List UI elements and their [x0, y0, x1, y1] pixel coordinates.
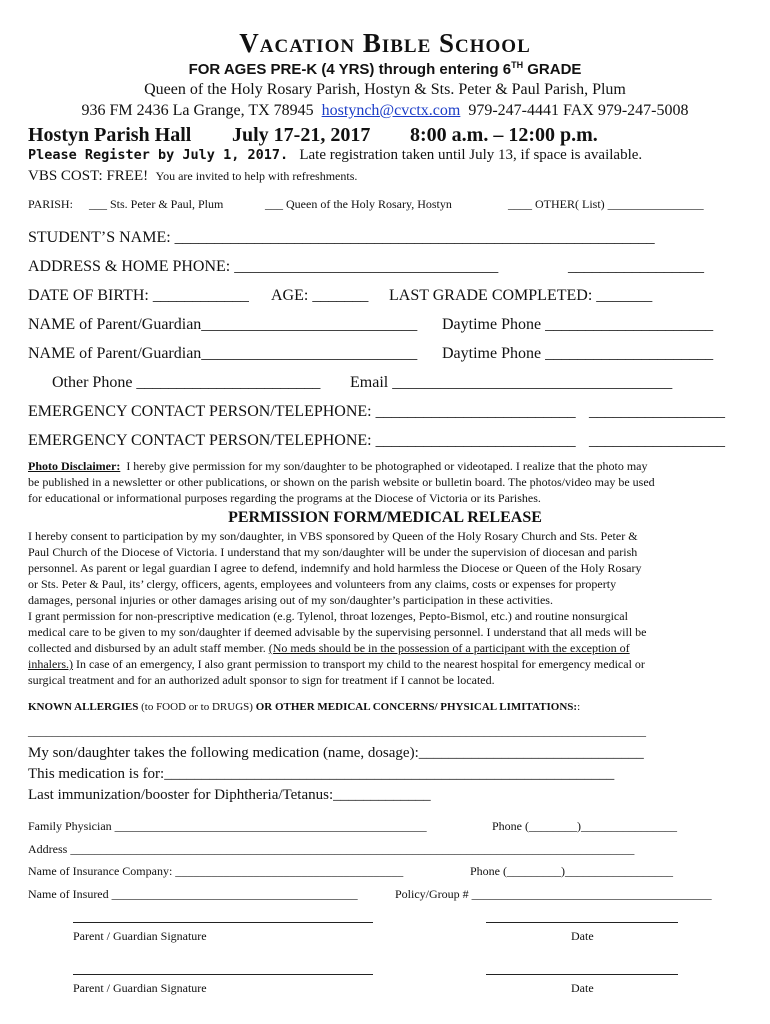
allergies-field[interactable]: _______________________________________________________________________________________________________ — [28, 724, 646, 738]
address-text: 936 FM 2436 La Grange, TX 78945 — [81, 102, 314, 119]
emergency-phone-field-2[interactable]: _________________ — [589, 432, 725, 449]
permission-line: Paul Church of the Diocese of Victoria. I understand that my son/daughter will be under the supervision of diocesan and parish — [28, 545, 638, 559]
insured-name-field[interactable]: Name of Insured _________________________________________ — [28, 887, 358, 901]
physician-address-field[interactable]: Address ______________________________________________________________________________________________ — [28, 842, 635, 856]
emergency-phone-field-1[interactable]: _________________ — [589, 403, 725, 420]
photo-disclaimer-line: be published in a newsletter or other publications, or shown on the parish website or bulletin board. The photos/video may be used — [28, 475, 655, 489]
allergies-label-c: OR OTHER MEDICAL CONCERNS/ PHYSICAL LIMITATIONS: — [255, 701, 578, 713]
subtitle-superscript: TH — [511, 60, 524, 70]
permission-line: I grant permission for non-prescriptive medication (e.g. Tylenol, throat lozenges, Pepto-Bismol, etc.) and routine nonsurgical — [28, 609, 628, 623]
immunization-field[interactable]: Last immunization/booster for Diphtheria/Tetanus:_____________ — [28, 787, 431, 803]
subtitle-text-end: GRADE — [523, 61, 582, 78]
allergies-label-a: KNOWN ALLERGIES — [28, 701, 139, 713]
student-name-field[interactable]: STUDENT’S NAME: ____________________________________________________________ — [28, 229, 655, 246]
daytime-phone-field-2[interactable]: Daytime Phone _____________________ — [442, 345, 714, 362]
signature-line-2[interactable] — [73, 974, 373, 975]
page-title: Vacation Bible School — [239, 28, 531, 58]
event-time: 8:00 a.m. – 12:00 p.m. — [410, 124, 598, 146]
policy-group-field[interactable]: Policy/Group # ________________________________________ — [395, 887, 712, 901]
parish-option-other[interactable]: ____ OTHER( List) ________________ — [508, 197, 704, 211]
date-line-2[interactable] — [486, 974, 678, 975]
address-field[interactable]: ADDRESS & HOME PHONE: _________________________________ — [28, 258, 499, 275]
photo-disclaimer-label: Photo Disclaimer: — [28, 459, 121, 473]
insurance-phone-field[interactable]: Phone (_________)__________________ — [470, 864, 673, 878]
permission-line: In case of an emergency, I also grant permission to transport my child to the nearest hospital for emergency medical or — [75, 657, 645, 671]
last-grade-field[interactable]: LAST GRADE COMPLETED: _______ — [389, 287, 653, 304]
permission-line: personnel. As parent or legal guardian I agree to defend, indemnify and hold harmless the Diocese or Queen of the Holy Rosary — [28, 561, 642, 575]
registration-deadline — [28, 147, 642, 164]
email-field[interactable]: Email ___________________________________ — [350, 374, 673, 391]
meds-notice: (No meds should be in the possession of a participant with the exception of — [268, 641, 630, 655]
cost-text: VBS COST: FREE! — [28, 168, 149, 184]
home-phone-field[interactable]: _________________ — [568, 258, 704, 275]
permission-line: damages, personal injuries or other damages arising out of my son/daughter’s participation in these activities. — [28, 593, 553, 607]
signature-label-1: Parent / Guardian Signature — [73, 929, 207, 943]
phone-fax-text: 979-247-4441 FAX 979-247-5008 — [468, 102, 689, 119]
subtitle-text: FOR AGES PRE-K (4 YRS) through entering 6 — [188, 61, 512, 78]
photo-disclaimer-line: for educational or informational purposes regarding the programs at the Diocese of Victoria or its Parishes. — [28, 491, 541, 505]
date-of-birth-field[interactable]: DATE OF BIRTH: ____________ — [28, 287, 249, 304]
date-label-2: Date — [571, 981, 594, 995]
parent-name-field-2[interactable]: NAME of Parent/Guardian___________________________ — [28, 345, 418, 362]
medication-purpose-field[interactable]: This medication is for:____________________________________________________________ — [28, 766, 615, 782]
permission-line: collected and disbursed by an adult staff member. — [28, 641, 266, 655]
daytime-phone-field-1[interactable]: Daytime Phone _____________________ — [442, 316, 714, 333]
event-location: Hostyn Parish Hall — [28, 124, 192, 146]
parish-option-plum[interactable]: ___ Sts. Peter & Paul, Plum — [89, 197, 224, 211]
date-line-1[interactable] — [486, 922, 678, 923]
parent-name-field-1[interactable]: NAME of Parent/Guardian___________________________ — [28, 316, 418, 333]
meds-notice-end: inhalers.) — [28, 657, 73, 671]
contact-line — [0, 102, 770, 120]
photo-disclaimer — [28, 458, 748, 506]
email-link[interactable]: hostynch@cvctx.com — [321, 102, 461, 119]
parish-option-hostyn[interactable]: ___ Queen of the Holy Rosary, Hostyn — [265, 197, 452, 211]
signature-label-2: Parent / Guardian Signature — [73, 981, 207, 995]
age-field[interactable]: AGE: _______ — [271, 287, 369, 304]
event-dates: July 17-21, 2017 — [232, 124, 371, 146]
permission-line: surgical treatment and for an authorized adult sponsor to sign for treatment if I cannot be located. — [28, 673, 495, 687]
other-phone-field[interactable]: Other Phone _______________________ — [52, 374, 321, 391]
medication-field[interactable]: My son/daughter takes the following medication (name, dosage):______________________________ — [28, 745, 644, 761]
allergies-label-b: (to FOOD or to DRUGS) — [141, 701, 253, 713]
physician-phone-field[interactable]: Phone (________)________________ — [492, 819, 677, 833]
age-range-subtitle — [0, 60, 770, 78]
insurance-company-field[interactable]: Name of Insurance Company: ______________________________________ — [28, 864, 404, 878]
photo-disclaimer-line: I hereby give permission for my son/daughter to be photographed or videotaped. I realize that the photo may — [126, 459, 648, 473]
refreshments-note: You are invited to help with refreshments. — [155, 169, 358, 183]
permission-text — [28, 528, 748, 688]
permission-line: medical care to be given to my son/daughter if deemed advisable by the supervising personnel. I understand that all meds will be — [28, 625, 647, 639]
date-label-1: Date — [571, 929, 594, 943]
permission-line: or Sts. Peter & Paul, its’ clergy, officers, agents, employees and volunteers from any claims, costs or expenses for property — [28, 577, 617, 591]
signature-line-1[interactable] — [73, 922, 373, 923]
register-by-text: Please Register by July 1, 2017. — [28, 147, 289, 163]
allergies-label-d: : — [577, 701, 581, 713]
late-registration-note: Late registration taken until July 13, if space is available. — [299, 147, 643, 163]
parish-label: PARISH: — [28, 197, 73, 211]
permission-line: I hereby consent to participation by my son/daughter, in VBS sponsored by Queen of the Holy Rosary Church and Sts. Peter & — [28, 529, 638, 543]
family-physician-field[interactable]: Family Physician ____________________________________________________ — [28, 819, 427, 833]
allergies-label — [28, 701, 580, 713]
vbs-cost — [28, 168, 357, 185]
emergency-contact-field-2[interactable]: EMERGENCY CONTACT PERSON/TELEPHONE: _________________________ — [28, 432, 576, 449]
emergency-contact-field-1[interactable]: EMERGENCY CONTACT PERSON/TELEPHONE: _________________________ — [28, 403, 576, 420]
parishes-line: Queen of the Holy Rosary Parish, Hostyn & Sts. Peter & Paul Parish, Plum — [144, 81, 626, 98]
permission-heading: PERMISSION FORM/MEDICAL RELEASE — [228, 509, 542, 526]
